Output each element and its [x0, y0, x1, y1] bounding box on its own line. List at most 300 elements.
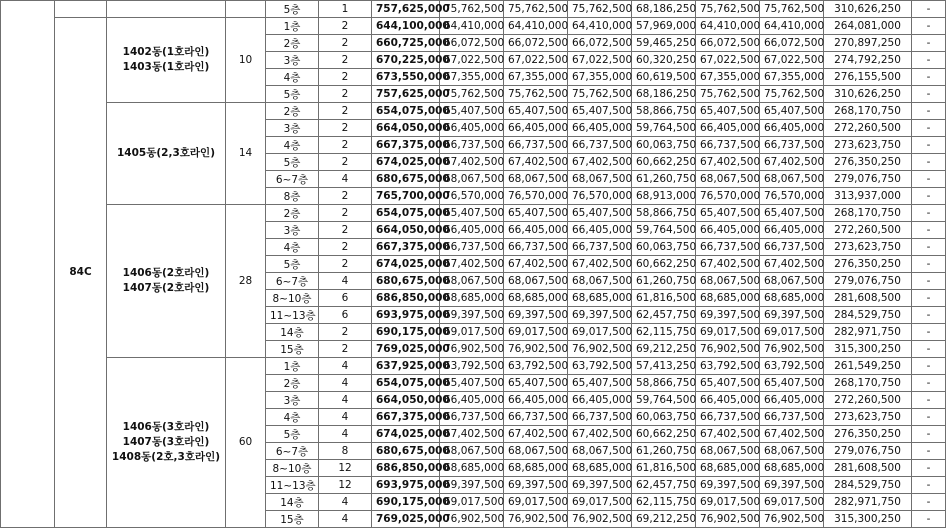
price-cell: 69,017,500 — [568, 494, 632, 511]
price-cell: 66,405,000 — [568, 392, 632, 409]
quantity-cell: 1 — [319, 1, 372, 18]
price-cell: 69,397,500 — [440, 307, 504, 324]
balance-cell: 276,350,250 — [824, 256, 912, 273]
building-name: 1402동(1호라인) — [122, 46, 210, 58]
price-cell: 68,685,000 — [696, 460, 760, 477]
total-price-cell: 667,375,000 — [372, 239, 440, 256]
price-cell: 67,355,000 — [568, 69, 632, 86]
price-cell: 68,685,000 — [504, 460, 568, 477]
price-cell: 68,186,250 — [632, 86, 696, 103]
price-cell: 76,570,000 — [568, 188, 632, 205]
total-price-cell: 664,050,000 — [372, 222, 440, 239]
total-price-cell: 660,725,000 — [372, 35, 440, 52]
price-cell: 66,405,000 — [696, 120, 760, 137]
price-cell: 69,397,500 — [504, 477, 568, 494]
balance-cell: 276,350,250 — [824, 426, 912, 443]
price-cell: 68,067,500 — [760, 443, 824, 460]
price-cell: 66,405,000 — [696, 392, 760, 409]
price-cell: 65,407,500 — [568, 375, 632, 392]
balance-cell: 272,260,500 — [824, 120, 912, 137]
price-cell: 67,402,500 — [568, 426, 632, 443]
building-name: 1403동(1호라인) — [122, 61, 210, 73]
price-cell: 58,866,750 — [632, 103, 696, 120]
price-cell: 68,685,000 — [760, 460, 824, 477]
note-cell: - — [912, 120, 946, 137]
price-cell: 65,407,500 — [568, 205, 632, 222]
price-cell: 65,407,500 — [440, 375, 504, 392]
price-cell: 66,737,500 — [760, 137, 824, 154]
balance-cell: 272,260,500 — [824, 392, 912, 409]
price-cell: 75,762,500 — [760, 86, 824, 103]
price-cell: 67,402,500 — [568, 256, 632, 273]
note-cell: - — [912, 256, 946, 273]
unit-type-cell: 84C — [55, 18, 107, 528]
price-cell: 63,792,500 — [568, 358, 632, 375]
unit-count-cell — [226, 1, 266, 18]
price-cell: 69,397,500 — [760, 477, 824, 494]
price-cell: 66,072,500 — [568, 35, 632, 52]
price-cell: 66,737,500 — [568, 409, 632, 426]
floor-cell: 3층 — [266, 392, 319, 409]
quantity-cell: 2 — [319, 69, 372, 86]
price-cell: 68,067,500 — [440, 171, 504, 188]
quantity-cell: 2 — [319, 239, 372, 256]
price-cell: 67,022,500 — [760, 52, 824, 69]
price-cell: 68,067,500 — [696, 171, 760, 188]
quantity-cell: 2 — [319, 222, 372, 239]
total-price-cell: 680,675,000 — [372, 443, 440, 460]
quantity-cell: 12 — [319, 460, 372, 477]
price-cell: 76,570,000 — [504, 188, 568, 205]
total-price-cell: 686,850,000 — [372, 460, 440, 477]
balance-cell: 276,155,500 — [824, 69, 912, 86]
total-price-cell: 769,025,000 — [372, 341, 440, 358]
floor-cell: 5층 — [266, 154, 319, 171]
note-cell: - — [912, 341, 946, 358]
price-cell: 75,762,500 — [696, 1, 760, 18]
price-cell: 66,737,500 — [440, 409, 504, 426]
price-cell: 66,405,000 — [760, 222, 824, 239]
price-cell: 64,410,000 — [440, 18, 504, 35]
balance-cell: 276,350,250 — [824, 154, 912, 171]
price-cell: 76,902,500 — [568, 341, 632, 358]
price-cell: 65,407,500 — [440, 205, 504, 222]
price-cell: 67,355,000 — [696, 69, 760, 86]
price-cell: 65,407,500 — [696, 375, 760, 392]
price-cell: 65,407,500 — [504, 375, 568, 392]
total-price-cell: 674,025,000 — [372, 256, 440, 273]
total-price-cell: 654,075,000 — [372, 375, 440, 392]
total-price-cell: 654,075,000 — [372, 205, 440, 222]
total-price-cell: 680,675,000 — [372, 273, 440, 290]
price-cell: 67,402,500 — [504, 154, 568, 171]
price-cell: 66,737,500 — [504, 239, 568, 256]
total-price-cell: 673,550,000 — [372, 69, 440, 86]
price-cell: 68,685,000 — [760, 290, 824, 307]
floor-cell: 1층 — [266, 18, 319, 35]
price-cell: 57,969,000 — [632, 18, 696, 35]
balance-cell: 282,971,750 — [824, 324, 912, 341]
note-cell: - — [912, 154, 946, 171]
price-cell: 69,017,500 — [568, 324, 632, 341]
building-name: 1406동(2호라인) — [122, 267, 210, 279]
price-cell: 63,792,500 — [760, 358, 824, 375]
floor-cell: 6~7층 — [266, 443, 319, 460]
quantity-cell: 2 — [319, 120, 372, 137]
balance-cell: 279,076,750 — [824, 171, 912, 188]
price-cell: 76,902,500 — [696, 341, 760, 358]
price-cell: 65,407,500 — [568, 103, 632, 120]
floor-cell: 3층 — [266, 222, 319, 239]
floor-cell: 11~13층 — [266, 477, 319, 494]
price-cell: 75,762,500 — [504, 86, 568, 103]
note-cell: - — [912, 137, 946, 154]
price-cell: 60,662,250 — [632, 256, 696, 273]
price-cell: 61,260,750 — [632, 273, 696, 290]
price-cell: 66,737,500 — [568, 137, 632, 154]
table-row — [1, 1, 946, 18]
quantity-cell: 4 — [319, 358, 372, 375]
price-cell: 75,762,500 — [696, 86, 760, 103]
quantity-cell: 6 — [319, 290, 372, 307]
balance-cell: 310,626,250 — [824, 86, 912, 103]
price-cell: 67,355,000 — [760, 69, 824, 86]
floor-cell: 1층 — [266, 358, 319, 375]
quantity-cell: 8 — [319, 443, 372, 460]
balance-cell: 268,170,750 — [824, 103, 912, 120]
note-cell: - — [912, 358, 946, 375]
floor-cell: 5층 — [266, 256, 319, 273]
quantity-cell: 2 — [319, 205, 372, 222]
price-cell: 67,022,500 — [696, 52, 760, 69]
price-cell: 67,402,500 — [504, 256, 568, 273]
balance-cell: 315,300,250 — [824, 511, 912, 528]
price-cell: 61,816,500 — [632, 460, 696, 477]
building-name: 1408동(2호,3호라인) — [111, 451, 221, 463]
quantity-cell: 2 — [319, 52, 372, 69]
price-cell: 66,405,000 — [568, 120, 632, 137]
total-price-cell: 757,625,000 — [372, 1, 440, 18]
total-price-cell: 765,700,000 — [372, 188, 440, 205]
price-cell: 67,022,500 — [440, 52, 504, 69]
total-price-cell: 670,225,000 — [372, 52, 440, 69]
price-cell: 67,402,500 — [760, 256, 824, 273]
price-cell: 69,397,500 — [568, 477, 632, 494]
price-table-body — [1, 1, 946, 528]
price-cell: 61,260,750 — [632, 171, 696, 188]
price-cell: 68,685,000 — [568, 290, 632, 307]
price-cell: 66,737,500 — [696, 239, 760, 256]
floor-cell: 15층 — [266, 511, 319, 528]
price-cell: 67,402,500 — [760, 154, 824, 171]
note-cell: - — [912, 86, 946, 103]
note-cell: - — [912, 409, 946, 426]
price-cell: 68,067,500 — [760, 171, 824, 188]
price-cell: 68,685,000 — [504, 290, 568, 307]
price-cell: 67,402,500 — [440, 154, 504, 171]
quantity-cell: 2 — [319, 103, 372, 120]
price-cell: 75,762,500 — [504, 1, 568, 18]
price-cell: 69,397,500 — [440, 477, 504, 494]
price-cell: 66,405,000 — [440, 222, 504, 239]
price-cell: 76,570,000 — [696, 188, 760, 205]
price-cell: 65,407,500 — [696, 205, 760, 222]
price-cell: 66,405,000 — [504, 120, 568, 137]
price-cell: 66,405,000 — [760, 120, 824, 137]
floor-cell: 2층 — [266, 103, 319, 120]
quantity-cell: 4 — [319, 511, 372, 528]
price-cell: 60,619,500 — [632, 69, 696, 86]
quantity-cell: 2 — [319, 86, 372, 103]
total-price-cell: 667,375,000 — [372, 137, 440, 154]
balance-cell: 279,076,750 — [824, 273, 912, 290]
price-cell: 58,866,750 — [632, 205, 696, 222]
price-cell: 64,410,000 — [504, 18, 568, 35]
note-cell: - — [912, 69, 946, 86]
quantity-cell: 4 — [319, 494, 372, 511]
price-cell: 68,067,500 — [568, 273, 632, 290]
price-cell: 66,737,500 — [760, 239, 824, 256]
table-row — [1, 358, 946, 375]
balance-cell: 310,626,250 — [824, 1, 912, 18]
price-cell: 68,067,500 — [760, 273, 824, 290]
price-cell: 66,405,000 — [696, 222, 760, 239]
price-cell: 68,067,500 — [440, 273, 504, 290]
price-cell: 65,407,500 — [760, 205, 824, 222]
note-cell: - — [912, 273, 946, 290]
price-cell: 68,067,500 — [568, 171, 632, 188]
price-cell: 68,685,000 — [440, 290, 504, 307]
price-cell: 66,737,500 — [568, 239, 632, 256]
note-cell: - — [912, 307, 946, 324]
note-cell: - — [912, 205, 946, 222]
price-cell: 67,022,500 — [504, 52, 568, 69]
price-cell: 66,072,500 — [760, 35, 824, 52]
price-cell: 66,737,500 — [696, 137, 760, 154]
price-cell: 69,017,500 — [504, 494, 568, 511]
price-cell: 68,067,500 — [440, 443, 504, 460]
price-cell: 67,355,000 — [504, 69, 568, 86]
note-cell: - — [912, 35, 946, 52]
note-cell: - — [912, 188, 946, 205]
building-name: 1406동(3호라인) — [122, 421, 210, 433]
building-group-cell — [107, 103, 226, 205]
quantity-cell: 2 — [319, 35, 372, 52]
price-cell: 76,570,000 — [440, 188, 504, 205]
price-cell: 65,407,500 — [760, 375, 824, 392]
price-cell: 66,737,500 — [760, 409, 824, 426]
note-cell: - — [912, 290, 946, 307]
price-cell: 61,816,500 — [632, 290, 696, 307]
price-cell: 66,737,500 — [504, 409, 568, 426]
price-cell: 69,017,500 — [760, 324, 824, 341]
total-price-cell: 654,075,000 — [372, 103, 440, 120]
note-cell: - — [912, 443, 946, 460]
balance-cell: 313,937,000 — [824, 188, 912, 205]
price-cell: 69,397,500 — [504, 307, 568, 324]
total-price-cell: 686,850,000 — [372, 290, 440, 307]
price-cell: 68,067,500 — [504, 273, 568, 290]
price-cell: 69,212,250 — [632, 511, 696, 528]
building-group-cell — [107, 18, 226, 103]
quantity-cell: 2 — [319, 18, 372, 35]
price-cell: 76,902,500 — [696, 511, 760, 528]
floor-cell: 6~7층 — [266, 273, 319, 290]
floor-cell: 4층 — [266, 239, 319, 256]
floor-cell: 4층 — [266, 69, 319, 86]
price-cell: 58,866,750 — [632, 375, 696, 392]
price-cell: 57,413,250 — [632, 358, 696, 375]
quantity-cell: 4 — [319, 392, 372, 409]
total-price-cell: 637,925,000 — [372, 358, 440, 375]
quantity-cell: 4 — [319, 171, 372, 188]
balance-cell: 274,792,250 — [824, 52, 912, 69]
total-price-cell: 693,975,000 — [372, 307, 440, 324]
note-cell: - — [912, 103, 946, 120]
total-price-cell: 769,025,000 — [372, 511, 440, 528]
price-cell: 61,260,750 — [632, 443, 696, 460]
building-name: 1407동(2호라인) — [122, 282, 210, 294]
price-cell: 76,902,500 — [760, 341, 824, 358]
floor-cell: 14층 — [266, 494, 319, 511]
floor-cell: 2층 — [266, 205, 319, 222]
note-cell: - — [912, 171, 946, 188]
building-name: 1405동(2,3호라인) — [117, 147, 215, 159]
floor-cell: 4층 — [266, 137, 319, 154]
price-cell: 64,410,000 — [696, 18, 760, 35]
price-cell: 68,913,000 — [632, 188, 696, 205]
quantity-cell: 2 — [319, 137, 372, 154]
quantity-cell: 4 — [319, 273, 372, 290]
note-cell: - — [912, 1, 946, 18]
price-cell: 66,737,500 — [504, 137, 568, 154]
price-cell: 64,410,000 — [568, 18, 632, 35]
price-cell: 67,022,500 — [568, 52, 632, 69]
total-price-cell: 757,625,000 — [372, 86, 440, 103]
floor-cell: 14층 — [266, 324, 319, 341]
price-cell: 66,405,000 — [760, 392, 824, 409]
price-cell: 67,402,500 — [760, 426, 824, 443]
price-cell: 63,792,500 — [504, 358, 568, 375]
price-cell: 76,902,500 — [504, 341, 568, 358]
note-cell: - — [912, 324, 946, 341]
floor-cell: 3층 — [266, 52, 319, 69]
note-cell: - — [912, 239, 946, 256]
price-cell: 66,405,000 — [504, 392, 568, 409]
table-row — [1, 205, 946, 222]
price-cell: 69,397,500 — [568, 307, 632, 324]
quantity-cell: 2 — [319, 341, 372, 358]
balance-cell: 281,608,500 — [824, 460, 912, 477]
price-cell: 62,115,750 — [632, 324, 696, 341]
floor-cell: 5층 — [266, 86, 319, 103]
price-cell: 67,402,500 — [440, 426, 504, 443]
price-cell: 75,762,500 — [568, 86, 632, 103]
price-cell: 68,067,500 — [696, 443, 760, 460]
price-cell: 68,685,000 — [440, 460, 504, 477]
balance-cell: 273,623,750 — [824, 137, 912, 154]
total-price-cell: 690,175,000 — [372, 494, 440, 511]
floor-cell: 8~10층 — [266, 290, 319, 307]
price-cell: 69,212,250 — [632, 341, 696, 358]
total-price-cell: 664,050,000 — [372, 392, 440, 409]
quantity-cell: 4 — [319, 426, 372, 443]
table-row — [1, 18, 946, 35]
type-cell-top — [55, 1, 107, 18]
note-cell: - — [912, 52, 946, 69]
quantity-cell: 12 — [319, 477, 372, 494]
balance-cell: 268,170,750 — [824, 375, 912, 392]
price-cell: 60,063,750 — [632, 239, 696, 256]
note-cell: - — [912, 511, 946, 528]
price-cell: 60,320,250 — [632, 52, 696, 69]
price-cell: 66,405,000 — [568, 222, 632, 239]
quantity-cell: 2 — [319, 324, 372, 341]
price-cell: 60,662,250 — [632, 154, 696, 171]
floor-cell: 11~13층 — [266, 307, 319, 324]
price-cell: 67,402,500 — [504, 426, 568, 443]
price-cell: 69,017,500 — [504, 324, 568, 341]
note-cell: - — [912, 460, 946, 477]
table-row — [1, 103, 946, 120]
price-cell: 68,067,500 — [504, 171, 568, 188]
unit-count-cell: 60 — [226, 358, 266, 528]
price-cell: 66,737,500 — [696, 409, 760, 426]
note-cell: - — [912, 375, 946, 392]
quantity-cell: 4 — [319, 375, 372, 392]
price-cell: 60,063,750 — [632, 137, 696, 154]
price-cell: 66,072,500 — [696, 35, 760, 52]
price-cell: 59,764,500 — [632, 120, 696, 137]
balance-cell: 261,549,250 — [824, 358, 912, 375]
total-price-cell: 667,375,000 — [372, 409, 440, 426]
building-group-cell — [107, 205, 226, 358]
floor-cell: 8층 — [266, 188, 319, 205]
price-cell: 75,762,500 — [440, 86, 504, 103]
quantity-cell: 2 — [319, 154, 372, 171]
note-cell: - — [912, 392, 946, 409]
price-cell: 66,072,500 — [504, 35, 568, 52]
quantity-cell: 2 — [319, 188, 372, 205]
building-group-cell — [107, 358, 226, 528]
price-cell: 68,685,000 — [696, 290, 760, 307]
price-cell: 69,017,500 — [696, 494, 760, 511]
balance-cell: 264,081,000 — [824, 18, 912, 35]
price-cell: 76,902,500 — [568, 511, 632, 528]
floor-cell: 5층 — [266, 426, 319, 443]
price-cell: 67,402,500 — [440, 256, 504, 273]
total-price-cell: 674,025,000 — [372, 154, 440, 171]
price-cell: 67,355,000 — [440, 69, 504, 86]
price-cell: 63,792,500 — [440, 358, 504, 375]
price-cell: 76,902,500 — [440, 341, 504, 358]
unit-count-cell: 10 — [226, 18, 266, 103]
price-cell: 62,457,750 — [632, 307, 696, 324]
price-cell: 62,115,750 — [632, 494, 696, 511]
price-cell: 59,764,500 — [632, 222, 696, 239]
balance-cell: 273,623,750 — [824, 409, 912, 426]
price-cell: 76,902,500 — [760, 511, 824, 528]
price-cell: 66,405,000 — [504, 222, 568, 239]
floor-cell: 15층 — [266, 341, 319, 358]
price-cell: 75,762,500 — [568, 1, 632, 18]
price-cell: 68,067,500 — [504, 443, 568, 460]
price-cell: 65,407,500 — [760, 103, 824, 120]
note-cell: - — [912, 18, 946, 35]
quantity-cell: 4 — [319, 409, 372, 426]
unit-count-cell: 28 — [226, 205, 266, 358]
total-price-cell: 644,100,000 — [372, 18, 440, 35]
